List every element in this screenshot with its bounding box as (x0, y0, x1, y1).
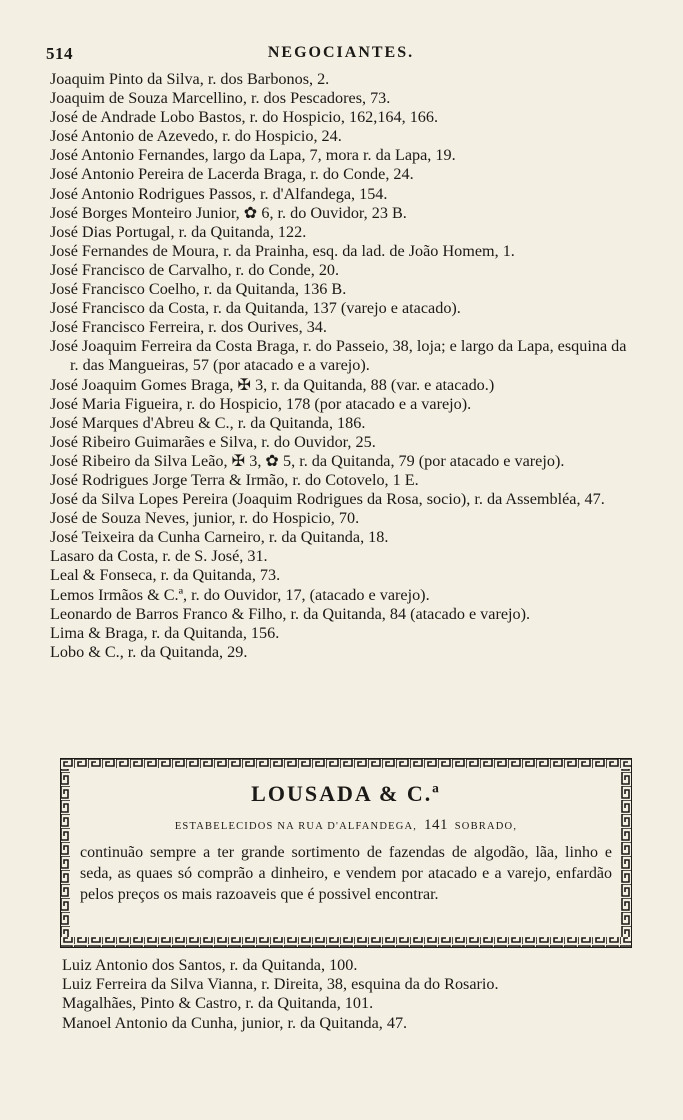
merchant-entry: José Joaquim Gomes Braga, ✠ 3, r. da Quitanda, 88 (var. e atacado.) (50, 375, 495, 394)
merchant-entry: Lemos Irmãos & C.ª, r. do Ouvidor, 17, (atacado e varejo). (50, 585, 430, 604)
merchant-entry: José Antonio de Azevedo, r. do Hospicio, 24. (50, 127, 342, 146)
merchant-entry: José da Silva Lopes Pereira (Joaquim Rodrigues da Rosa, socio), r. da Assembléa, 47. (50, 490, 605, 509)
merchant-entry: José Dias Portugal, r. da Quitanda, 122. (50, 222, 307, 241)
merchant-entry: José Fernandes de Moura, r. da Prainha, esq. da lad. de João Homem, 1. (50, 241, 515, 260)
ad-subtitle (76, 817, 616, 834)
merchant-entry: José Antonio Fernandes, largo da Lapa, 7, mora r. da Lapa, 19. (50, 146, 456, 165)
merchant-entry: José Antonio Rodrigues Passos, r. d'Alfandega, 154. (50, 184, 388, 203)
merchant-entry: Magalhães, Pinto & Castro, r. da Quitanda, 101. (62, 994, 374, 1013)
merchant-entry: José Teixeira da Cunha Carneiro, r. da Quitanda, 18. (50, 528, 389, 547)
running-head: NEGOCIANTES. (267, 44, 415, 61)
merchant-entry: Lasaro da Costa, r. de S. José, 31. (50, 547, 268, 566)
merchant-entry: José Maria Figueira, r. do Hospicio, 178 (por atacado e a varejo). (50, 394, 472, 413)
merchant-entry: José Joaquim Ferreira da Costa Braga, r. do Passeio, 38, loja; e largo da Lapa, esquina da r. das Mangueiras, 57 (por atacado e a varejo). (50, 337, 631, 375)
merchant-entry: José Rodrigues Jorge Terra & Irmão, r. do Cotovelo, 1 E. (50, 470, 419, 489)
merchant-entry: Joaquim de Souza Marcellino, r. dos Pescadores, 73. (50, 89, 391, 108)
merchant-entry: Joaquim Pinto da Silva, r. dos Barbonos, 2. (50, 70, 330, 88)
page-number: 514 (46, 44, 73, 63)
merchant-entry: José Marques d'Abreu & C., r. da Quitanda, 186. (50, 413, 366, 432)
merchant-list-continued (62, 956, 632, 1033)
merchant-entry: Leonardo de Barros Franco & Filho, r. da Quitanda, 84 (atacado e varejo). (50, 604, 531, 623)
merchant-entry: Manoel Antonio da Cunha, junior, r. da Quitanda, 47. (62, 1013, 408, 1032)
merchant-entry: José Antonio Pereira de Lacerda Braga, r. do Conde, 24. (50, 165, 414, 184)
merchant-entry: José Ribeiro Guimarães e Silva, r. do Ouvidor, 25. (50, 432, 376, 451)
merchant-entry: José Francisco Ferreira, r. dos Ourives, 34. (50, 318, 327, 337)
page-header (46, 44, 636, 70)
merchant-entry: José Ribeiro da Silva Leão, ✠ 3, ✿ 5, r. da Quitanda, 79 (por atacado e varejo). (50, 451, 565, 470)
ad-subtitle-before: ESTABELECIDOS NA RUA D'ALFANDEGA, (174, 821, 418, 832)
merchant-entry: José Francisco de Carvalho, r. do Conde, 20. (50, 260, 340, 279)
ad-subtitle-after: SOBRADO, (454, 821, 518, 832)
ad-title: LOUSADA & C.ª (251, 781, 441, 806)
merchant-entry: Luiz Antonio dos Santos, r. da Quitanda, 100. (62, 956, 358, 974)
merchant-entry: Luiz Ferreira da Silva Vianna, r. Direita, 38, esquina da do Rosario. (62, 975, 499, 994)
merchant-list (50, 70, 630, 662)
advertisement (76, 769, 616, 937)
merchant-entry: Leal & Fonseca, r. da Quitanda, 73. (50, 566, 281, 585)
merchant-entry: Lobo & C., r. da Quitanda, 29. (50, 642, 248, 661)
ad-body: continuão sempre a ter grande sortimento de fazendas de algodão, lãa, linho e seda, as quaes só comprão a dinheiro, e vendem por atacado e a varejo, enfardão pelos preços os mais razoaveis que é possivel encontrar. (80, 844, 612, 903)
merchant-entry: José Francisco da Costa, r. da Quitanda, 137 (varejo e atacado). (50, 299, 461, 318)
merchant-entry: José de Souza Neves, junior, r. do Hospicio, 70. (50, 509, 360, 528)
ad-subtitle-number: 141 (423, 817, 448, 833)
merchant-entry: José de Andrade Lobo Bastos, r. do Hospicio, 162,164, 166. (50, 108, 439, 127)
merchant-entry: José Borges Monteiro Junior, ✿ 6, r. do Ouvidor, 23 B. (50, 203, 407, 222)
merchant-entry: Lima & Braga, r. da Quitanda, 156. (50, 623, 280, 642)
merchant-entry: José Francisco Coelho, r. da Quitanda, 136 B. (50, 280, 347, 299)
